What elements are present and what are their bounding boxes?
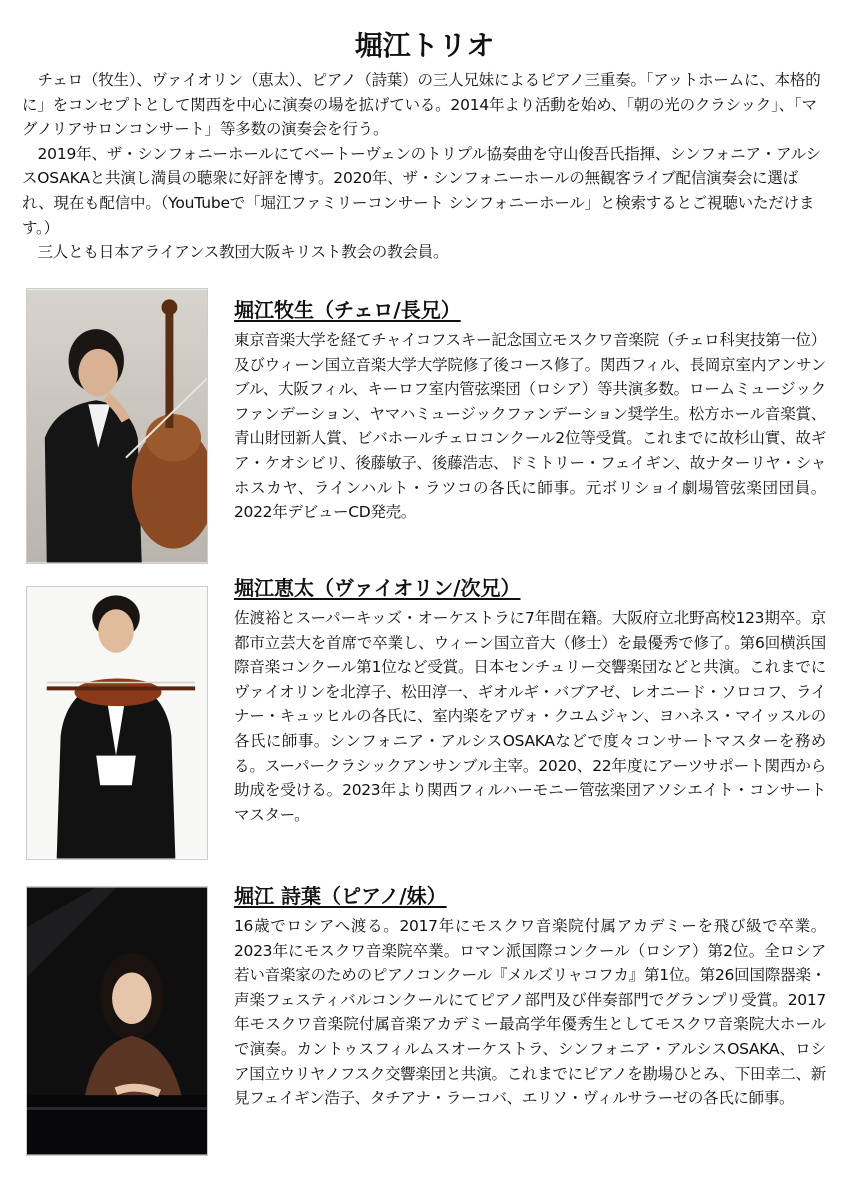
violinist-portrait-image (27, 587, 207, 859)
intro-paragraph: チェロ（牧生）、ヴァイオリン（恵太）、ピアノ（詩葉）の三人兄妹によるピアノ三重奏。「アットホームに、本格的に」をコンセプトとして関西を中心に演奏の場を拡げている。2014年より活動を始め、「朝の光のクラシック」、「マグノリアサロンコンサート」等多数の演奏会を行う。 (22, 71, 821, 139)
pianist-portrait-image (27, 887, 207, 1155)
page-title: 堀江トリオ (354, 29, 495, 62)
member-biography: 佐渡裕とスーパーキッズ・オーケストラに7年間在籍。大阪府立北野高校123期卒。京都市立芸大を首席で卒業し、ウィーン国立音大（修士）を最優秀で修了。第6回横浜国際音楽コンクール第1位など受賞。日本センチュリー交響楽団などと共演。これまでにヴァイオリンを北淳子、松田淳一、ギオルギ・バブアゼ、レオニード・ソロコフ、ライナー・キュッヒルの各氏に、室内楽をアヴォ・クユムジャン、ヨハネス・マイッスルの各氏に師事。シンフォニア・アルシスOSAKAなどで度々コンサートマスターを務める。スーパークラシックアンサンブル主宰。2020、22年度にアーツサポート関西から助成を受ける。2023年より関西フィルハーモニー管弦楽団アソシエイト・コンサートマスター。 (234, 609, 826, 824)
violinist-photo (26, 586, 208, 860)
member-name: 堀江 詩葉（ピアノ/妹） (234, 884, 447, 908)
trio-introduction (22, 68, 827, 265)
intro-paragraph: 2019年、ザ・シンフォニーホールにてベートーヴェンのトリプル協奏曲を守山俊吾氏指揮、シンフォニア・アルシスOSAKAと共演し満員の聴衆に好評を博す。2020年、ザ・シンフォニーホールの無観客ライブ配信演奏会に選ばれ、現在も配信中。（YouTubeで「堀江ファミリーコンサート シンフォニーホール」と検索するとご視聴いただけます。） (22, 144, 821, 237)
cellist-photo (26, 288, 208, 564)
pianist-photo (26, 886, 208, 1156)
member-biography: 16歳でロシアへ渡る。2017年にモスクワ音楽院付属アカデミーを飛び級で卒業。2023年にモスクワ音楽院卒業。ロマン派国際コンクール（ロシア）第2位。全ロシア若い音楽家のためのピアノコンクール『メルズリャコフカ』第1位。第26回国際器楽・声楽フェスティバルコンクールにてピアノ部門及び伴奏部門でグランプリ受賞。2017年モスクワ音楽院付属音楽アカデミー最高学年優秀生としてモスクワ音楽院大ホールで演奏。カントゥスフィルムスオーケストラ、シンフォニア・アルシスOSAKA、ロシア国立ウリヤノフスク交響楽団と共演。これまでにピアノを勘場ひとみ、下田幸二、新見フェイギン浩子、タチアナ・ラーコバ、エリソ・ヴィルサラーゼの各氏に師事。 (234, 917, 826, 1108)
member-biography: 東京音楽大学を経てチャイコフスキー記念国立モスクワ音楽院（チェロ科実技第一位）及びウィーン国立音楽大学大学院修了後コース修了。関西フィル、長岡京室内アンサンブル、大阪フィル、キーロフ室内管弦楽団（ロシア）等共演多数。ロームミュージックファンデーション、ヤマハミュージックファンデーション奨学生。松方ホール音楽賞、青山財団新人賞、ビバホールチェロコンクール2位等受賞。これまでに故杉山實、故ギア・ケオシビリ、後藤敏子、後藤浩志、ドミトリー・フェイギン、故ナターリヤ・シャホスカヤ、ラインハルト・ラツコの各氏に師事。元ボリショイ劇場管弦楽団団員。2022年デビューCD発売。 (234, 331, 826, 522)
member-name: 堀江恵太（ヴァイオリン/次兄） (234, 576, 521, 600)
intro-paragraph: 三人とも日本アライアンス教団大阪キリスト教会の教会員。 (37, 243, 449, 262)
member-name: 堀江牧生（チェロ/長兄） (234, 298, 461, 322)
cellist-portrait-image (27, 289, 207, 563)
